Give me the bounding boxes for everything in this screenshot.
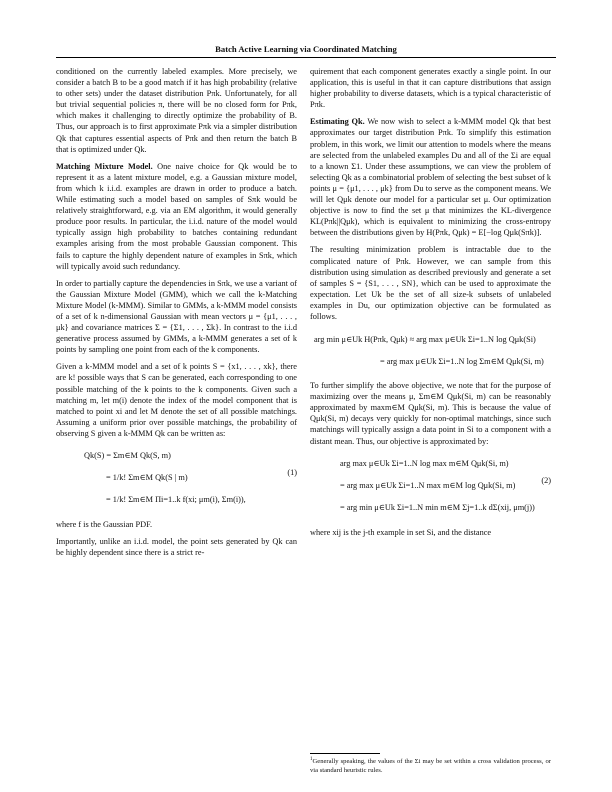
equation-unnumbered	[310, 328, 551, 372]
left-column	[56, 66, 297, 564]
equation-number: (1)	[287, 468, 297, 477]
paragraph: where f is the Gaussian PDF.	[56, 520, 153, 529]
equation-line: arg min μ∈Uk H(Pπk, Qμk) ≈ arg max μ∈Uk Σi=1..N log Qμk(Si)	[314, 334, 536, 344]
equation-line: = arg max μ∈Uk Σi=1..N max m∈M log Qμk(Si, m)	[340, 481, 516, 491]
equation-line: = arg min μ∈Uk Σi=1..N min m∈M Σj=1..k dΣ(xij, μm(j))	[340, 503, 535, 513]
equation-line: arg max μ∈Uk Σi=1..N log max m∈M Qμk(Si, m)	[340, 459, 509, 469]
right-column	[310, 66, 551, 544]
run-in-heading: Estimating Qk.	[310, 117, 365, 127]
paragraph: In order to partially capture the dependencies in Sπk, we use a variant of the Gaussian Mixture Model (GMM), which we call the k-Matching Mixture Model (k-MMM). Similar to GMMs, a k-MMM model consists of a set of k n-dimensional Gaussian with mean vectors μ = {μ1, . . . , μk} and covariance matrices Σ = {Σ1, . . . , Σk}. In contrast to the i.i.d generative process assumed by GMMs, a k-MMM generates a set of k points by sampling one point from each of the k components.	[56, 278, 297, 355]
running-header: Batch Active Learning via Coordinated Matching	[56, 44, 556, 58]
footnote	[310, 756, 551, 775]
paragraph: Importantly, unlike an i.i.d. model, the point sets generated by Qk can be highly dependent since there is a strict re-	[56, 537, 297, 558]
paragraph: To further simplify the above objective, we note that for the purpose of maximizing over the means μ, Σm∈M Qμk(Si, m) can be reasonably approximated by maxm∈M Qμk(Si, m). This is because the value of Qμk(Si, m) decays very quickly for non-optimal matchings, since such matchings will typically assign a data point in Si to a component with a distant mean. Thus, our objective is approximated by:	[310, 381, 551, 446]
paragraph: where xij is the j-th example in set Si, and the distance	[310, 527, 492, 537]
paragraph-body: One naive choice for Qk would be to represent it as a latent mixture model, e.g. a Gaussian mixture model, from which k i.i.d. examples are drawn in order to produce a batch. While estimating such a model based on samples of Sπk would be relatively straightforward, e.g. via an EM algorithm, it would generally produce poor results. In particular, the i.i.d. nature of the model would typically assign high probability to batches containing redundant examples arising from the most probable Gaussian component. This fails to capture the highly dependent nature of examples in Sπk, which will typically avoid such redundancy.	[56, 161, 297, 271]
equation-line: = 1/k! Σm∈M Qk(S | m)	[106, 473, 188, 483]
run-in-heading: Matching Mixture Model.	[56, 161, 153, 171]
equation-1	[56, 445, 297, 511]
equation-line: = 1/k! Σm∈M Πi=1..k f(xi; μm(i), Σm(i)),	[106, 495, 246, 505]
paragraph: quirement that each component generates exactly a single point. In our application, this is useful in that it can capture distributions that assign higher probability to diverse datasets, which is a typical characteristic of Pπk.	[310, 67, 551, 110]
footnote-text: Generally speaking, the values of the Σi may be set within a cross validation process, or via standard heuristic rules.	[310, 758, 551, 774]
paragraph	[310, 116, 551, 238]
equation-line: Qk(S) = Σm∈M Qk(S, m)	[84, 451, 171, 461]
equation-line: = arg max μ∈Uk Σi=1..N log Σm∈M Qμk(Si, m)	[380, 356, 544, 366]
footnote-rule	[310, 753, 380, 754]
paragraph: The resulting minimization problem is intractable due to the complicated nature of Pπk. However, we can sample from this distribution using simulation as described previously and generate a set of samples S = {S1, . . . , SN}, which can be used to approximate the expectation. Let Uk be the set of all size-k subsets of unlabeled examples in Du, our optimization objective can be formulated as follows.	[310, 245, 551, 321]
paragraph: conditioned on the currently labeled examples. More precisely, we consider a batch B to be a good match if it has high probability (relative to other sets) under the dataset distribution Pπk. Unfortunately, for all but trivial sequential policies π, there will be no closed form for Pπk, which makes it challenging to directly optimize the probability of B. Thus, our approach is to first approximate Pπk via a simpler distribution Qk that captures essential aspects of Pπk and then return the batch B that is optimized under Qk.	[56, 67, 297, 154]
footnote-mark: 1	[310, 757, 313, 762]
equation-2	[310, 453, 551, 519]
equation-number: (2)	[541, 475, 551, 485]
paragraph	[56, 161, 297, 272]
paragraph: Given a k-MMM model and a set of k points S = {x1, . . . , xk}, there are k! possible ways that S can be generated, each corresponding to one possible matching of the k points to the k components. Given such a matching m, let m(i) denote the index of the model component that is matched to point xi and let M denote the set of all possible matchings. Assuming a uniform prior over possible matchings, the probability of observing S given a k-MMM Qk can be written as:	[56, 362, 297, 438]
paragraph-body: We now wish to select a k-MMM model Qk that best approximates our target distribution Pπk. To simplify this estimation problem, in this work, we limit our attention to models where the means are selected from the unlabeled examples Du and all of the Σi are equal to a known Σ1. Under these assumptions, we can view the problem of selecting Qk as a combinatorial problem of selecting the best subset of k points μ = {μ1, . . . , μk} from Du to serve as the component means. We will let Qμk denote our model for a particular set μ. Our optimization objective is now to find the set μ that minimizes the KL-divergence KL(Pπk||Qμk), which is equivalent to minimizing the cross-entropy between the distributions given by H(Pπk, Qμk) = E[−log Qμk(Sπk)].	[310, 117, 551, 238]
